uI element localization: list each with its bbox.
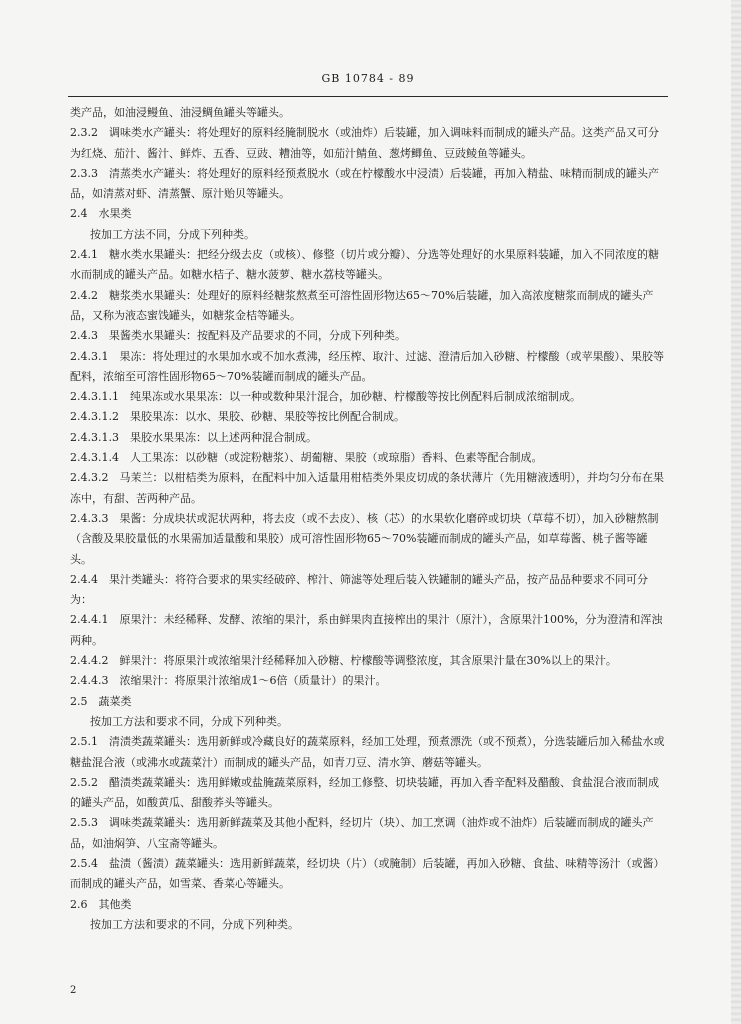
- paragraph: 2.5.2 醋渍类蔬菜罐头：选用鲜嫩或盐腌蔬菜原料，经加工修整、切块装罐，再加入香辛配料及醋酸、食盐混合液而制成的罐头产品，如酸黄瓜、甜酸荞头等罐头。: [70, 775, 659, 810]
- paragraph: 2.4.3.2 马茉兰：以柑桔类为原料，在配料中加入适量用柑桔类外果皮切成的条状薄片（先用糖液透明），并均匀分布在果冻中，有甜、苦两种产品。: [70, 471, 664, 505]
- paragraph: 按加工方法不同，分成下列种类。: [90, 227, 255, 241]
- paragraph: 2.4.1 糖水类水果罐头：把经分级去皮（或核）、修整（切片或分瓣）、分选等处理好的水果原料装罐，加入不同浓度的糖水而制成的罐头产品。如糖水桔子、糖水菠萝、糖水荔枝等罐头。: [70, 248, 659, 282]
- paragraph: 2.5.3 调味类蔬菜罐头：选用新鲜蔬菜及其他小配料，经切片（块）、加工烹调（油炸或不油炸）后装罐而制成的罐头产品，如油焖笋、八宝斋等罐头。: [70, 816, 654, 850]
- section-heading: 2.4 水果类: [70, 207, 132, 221]
- page-number: 2: [70, 985, 77, 996]
- header-rule: [68, 96, 668, 97]
- paragraph: 2.4.4.3 浓缩果汁：将原果汁浓缩成1～6倍（质量计）的果汁。: [70, 674, 387, 688]
- paragraph: 2.5.1 清渍类蔬菜罐头：选用新鲜或冷藏良好的蔬菜原料，经加工处理，预煮漂洗（或不预煮），分选装罐后加入稀盐水或糖盐混合液（或沸水或蔬菜汁）而制成的罐头产品，如青刀豆、清水笋、蘑菇等罐头。: [70, 735, 665, 769]
- paragraph: 2.4.3.1.1 纯果冻或水果果冻：以一种或数种果汁混合，加砂糖、柠檬酸等按比例配料后制成浓缩制成。: [70, 390, 581, 404]
- paragraph: 2.3.2 调味类水产罐头：将处理好的原料经腌制脱水（或油炸）后装罐，加入调味料而制成的罐头产品。这类产品又可分为红烧、茄汁、酱汁、鲜炸、五香、豆豉、糟油等，如茄汁鲭鱼、葱烤鲫鱼、豆豉鲮鱼等罐头。: [70, 126, 659, 160]
- paragraph: 2.3.3 清蒸类水产罐头：将处理好的原料经预煮脱水（或在柠檬酸水中浸渍）后装罐，再加入精盐、味精而制成的罐头产品，如清蒸对虾、清蒸蟹、原汁贻贝等罐头。: [70, 166, 659, 201]
- paragraph: 2.4.4.1 原果汁：未经稀释、发酵、浓缩的果汁，系由鲜果肉直接榨出的果汁（原汁），含原果汁100%，分为澄清和浑浊两种。: [70, 613, 663, 647]
- paragraph: 按加工方法和要求的不同，分成下列种类。: [90, 917, 299, 931]
- paragraph: 2.4.3.1.2 果胶果冻：以水、果胶、砂糖、果胶等按比例配合制成。: [70, 410, 405, 424]
- paragraph: 2.4.3.1.3 果胶水果果冻：以上述两种混合制成。: [70, 430, 317, 444]
- paragraph: 2.4.3.1.4 人工果冻：以砂糖（或淀粉糖浆）、胡葡糖、果胶（或琼脂）香料、色素等配合制成。: [70, 451, 543, 465]
- paragraph: 2.4.3.3 果酱：分成块状或泥状两种，将去皮（或不去皮）、核（芯）的水果软化磨碎或切块（草莓不切），加入砂糖熬制（含酸及果胶量低的水果需加适量酸和果胶）成可溶性固形物65～70%装罐而制成的罐头产品，如草莓酱、桃子酱等罐头。: [70, 511, 659, 566]
- paragraph: 类产品，如油浸鳗鱼、油浸鲷鱼罐头等罐头。: [70, 106, 290, 119]
- paragraph: 2.4.4.2 鲜果汁：将原果汁或浓缩果汁经稀释加入砂糖、柠檬酸等调整浓度，其含原果汁量在30%以上的果汁。: [70, 654, 617, 668]
- paragraph: 按加工方法和要求不同，分成下列种类。: [90, 714, 288, 728]
- standard-code-header: GB 10784 - 89: [321, 72, 415, 85]
- paragraph: 2.4.2 糖浆类水果罐头：处理好的原料经糖浆熬煮至可溶性固形物达65～70%后装罐，加入高浓度糖浆而制成的罐头产品，又称为液态蜜饯罐头，如糖浆金桔等罐头。: [70, 288, 654, 322]
- paragraph: 2.4.4 果汁类罐头：将符合要求的果实经破碎、榨汁、筛滤等处理后装入铁罐制的罐头产品，按产品品种要求不同可分为：: [70, 572, 648, 607]
- paragraph: 2.4.3 果酱类水果罐头：按配料及产品要求的不同，分成下列种类。: [70, 329, 406, 343]
- scan-edge-shadow: [731, 0, 741, 1024]
- document-body: [70, 103, 668, 935]
- section-heading: 2.5 蔬菜类: [70, 694, 132, 708]
- paragraph: 2.4.3.1 果冻：将处理过的水果加水或不加水煮沸，经压榨、取汁、过滤、澄清后加入砂糖、柠檬酸（或苹果酸）、果胶等配料，浓缩至可溶性固形物65～70%装罐而制成的罐头产品。: [70, 349, 664, 383]
- paragraph: 2.5.4 盐渍（酱渍）蔬菜罐头：选用新鲜蔬菜，经切块（片）（或腌制）后装罐，再加入砂糖、食盐、味精等汤汁（或酱）而制成的罐头产品，如雪菜、香菜心等罐头。: [70, 856, 665, 891]
- section-heading: 2.6 其他类: [70, 897, 132, 911]
